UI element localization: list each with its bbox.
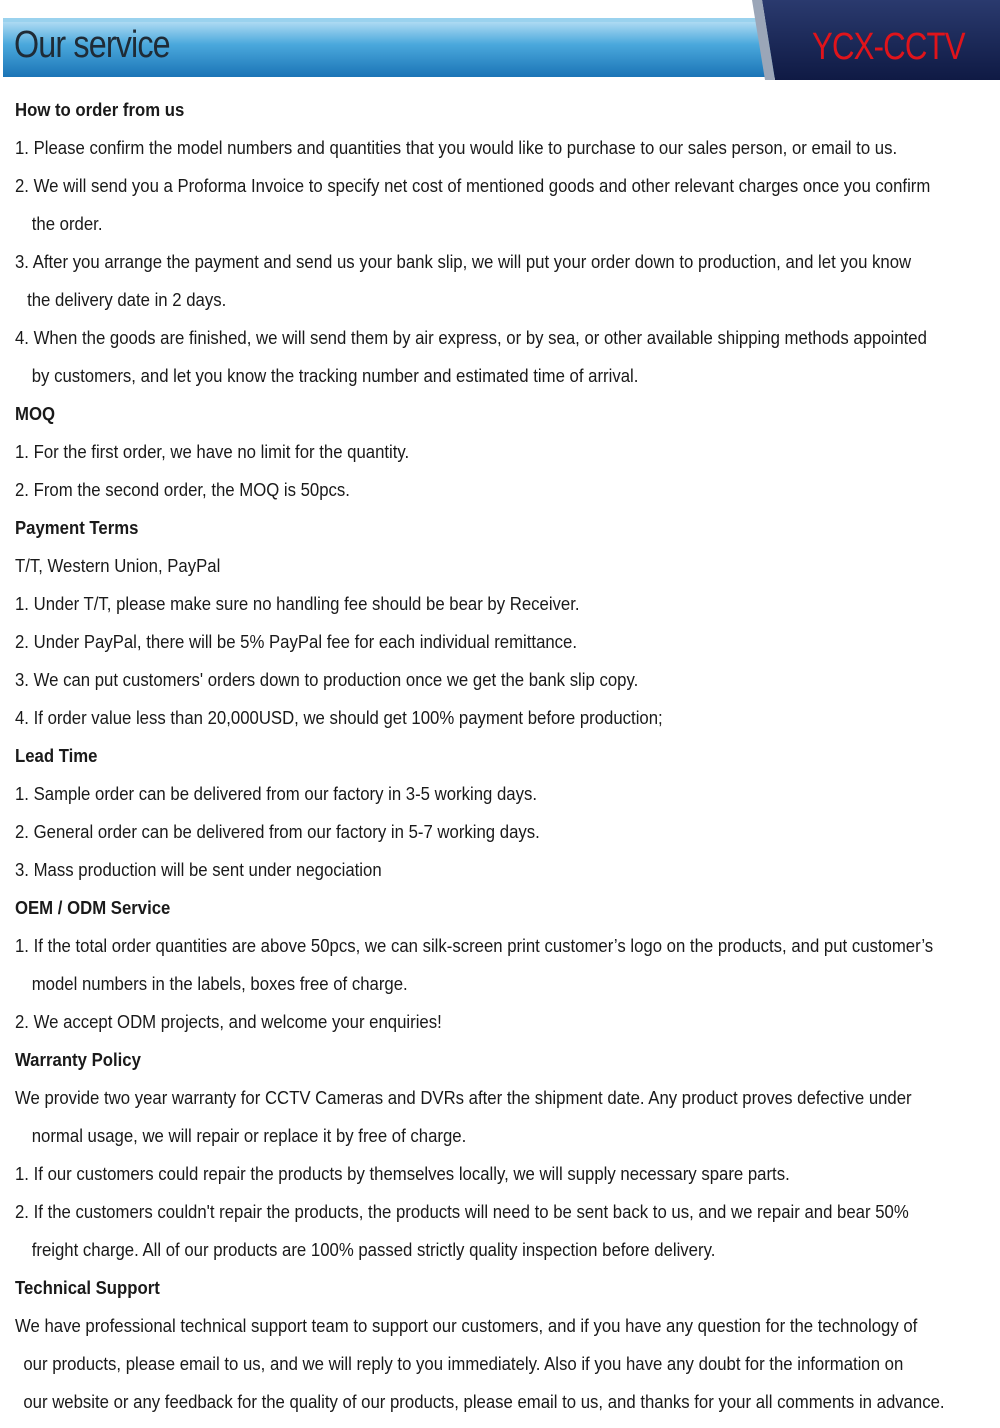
text-line: our products, please email to us, and we will reply to you immediately. Also if you have any doubt for the information on [23, 1354, 904, 1374]
text-line: 2. General order can be delivered from our factory in 5-7 working days. [15, 822, 540, 842]
text-line: 2. If the customers couldn't repair the products, the products will need to be sent back to us, and we repair and bear 50% [15, 1202, 909, 1222]
text-line: 1. For the first order, we have no limit for the quantity. [15, 442, 410, 462]
text-line: 3. Mass production will be sent under negociation [15, 860, 382, 880]
text-line: by customers, and let you know the tracking number and estimated time of arrival. [31, 366, 639, 386]
banner-title: Our service [14, 24, 170, 66]
text-line: 2. We accept ODM projects, and welcome your enquiries! [15, 1012, 442, 1032]
text-line: our website or any feedback for the quality of our products, please email to us, and thanks for your all comments in advance. [23, 1392, 945, 1412]
section-heading: MOQ [15, 404, 55, 424]
text-line: 3. We can put customers' orders down to production once we get the bank slip copy. [15, 670, 639, 690]
section-heading: OEM / ODM Service [15, 898, 171, 918]
brand-logo-text: YCX-CCTV [812, 26, 965, 68]
text-line: the order. [31, 214, 103, 234]
section-heading: Payment Terms [15, 518, 139, 538]
text-line: We have professional technical support team to support our customers, and if you have any question for the technology of [15, 1316, 918, 1336]
text-line: 2. We will send you a Proforma Invoice to specify net cost of mentioned goods and other relevant charges once you confirm [15, 176, 931, 196]
service-content [15, 91, 995, 1421]
section-heading: Warranty Policy [15, 1050, 141, 1070]
text-line: We provide two year warranty for CCTV Cameras and DVRs after the shipment date. Any product proves defective under [15, 1088, 912, 1108]
section-heading: Technical Support [15, 1278, 160, 1298]
section-heading: Lead Time [15, 746, 98, 766]
text-line: 1. Sample order can be delivered from our factory in 3-5 working days. [15, 784, 537, 804]
text-line: 1. If the total order quantities are above 50pcs, we can silk-screen print customer’s logo on the products, and put customer’s [15, 936, 934, 956]
text-line: 1. Please confirm the model numbers and quantities that you would like to purchase to our sales person, or email to us. [15, 138, 898, 158]
text-line: 4. When the goods are finished, we will send them by air express, or by sea, or other available shipping methods appointed [15, 328, 927, 348]
text-line: T/T, Western Union, PayPal [15, 556, 221, 576]
text-line: normal usage, we will repair or replace it by free of charge. [31, 1126, 467, 1146]
text-line: 3. After you arrange the payment and send us your bank slip, we will put your order down to production, and let you know [15, 252, 912, 272]
text-line: 1. If our customers could repair the products by themselves locally, we will supply necessary spare parts. [15, 1164, 790, 1184]
text-line: 1. Under T/T, please make sure no handling fee should be bear by Receiver. [15, 594, 580, 614]
service-banner [0, 0, 1000, 80]
section-heading: How to order from us [15, 100, 185, 120]
text-line: 4. If order value less than 20,000USD, we should get 100% payment before production; [15, 708, 663, 728]
text-line: 2. From the second order, the MOQ is 50pcs. [15, 480, 350, 500]
text-line: 2. Under PayPal, there will be 5% PayPal fee for each individual remittance. [15, 632, 578, 652]
text-line: model numbers in the labels, boxes free of charge. [31, 974, 408, 994]
text-line: the delivery date in 2 days. [27, 290, 227, 310]
text-line: freight charge. All of our products are 100% passed strictly quality inspection before delivery. [31, 1240, 716, 1260]
